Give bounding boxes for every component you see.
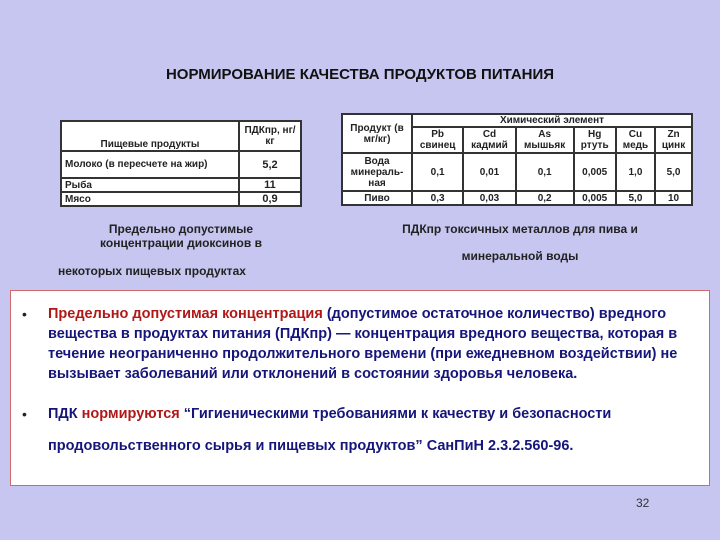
cell-value: 5,0 [616,191,655,205]
cell-value: 0,1 [412,153,463,191]
bullet-regulation [48,404,698,424]
cell-value: 11 [239,178,301,192]
cell-value: 10 [655,191,692,205]
caption-line: концентрации диоксинов в [100,236,262,250]
table-row [61,178,301,192]
bullet-marker: • [22,406,27,422]
cell-value: 0,9 [239,192,301,206]
caption-metals-line: ПДКпр токсичных металлов для пива и [402,222,638,236]
header-element: Pb свинец [412,127,463,153]
slide-title: НОРМИРОВАНИЕ КАЧЕСТВА ПРОДУКТОВ ПИТАНИЯ [165,66,555,83]
table-row [342,153,692,191]
table-row [342,191,692,205]
slide-number: 32 [636,496,650,510]
header-chemical-element: Химический элемент [412,114,692,127]
table-row [61,151,301,178]
dioxin-table [60,120,302,207]
caption-dioxins [60,222,302,250]
caption-line: Предельно допустимые [108,222,254,236]
cell-value: 0,03 [463,191,515,205]
cell-value: 0,01 [463,153,515,191]
cell-value: 1,0 [616,153,655,191]
header-element: Cu медь [616,127,655,153]
regulation-text: ПДК [48,406,82,422]
term-highlight: нормируются [81,406,180,422]
cell-product: Рыба [61,178,239,192]
cell-product: Молоко (в пересчете на жир) [61,151,239,178]
cell-product: Мясо [61,192,239,206]
cell-value: 0,005 [574,153,616,191]
term-highlight: Предельно допустимая концентрация [48,306,323,322]
cell-product: Вода минераль-ная [342,153,412,191]
definition-text: (допустимое остаточное количество) вредного вещества в продуктах питания (ПДКпр) — концентрация вредного вещества, которая в течение неограниченно продолжительного времени (при ежедневном воздействии) не вызывает заболеваний или отклонений в состоянии здоровья человека. [48,306,678,382]
cell-value: 0,3 [412,191,463,205]
table-row [61,192,301,206]
regulation-text: “Гигиеническими требованиями к качеству и безопасности [179,406,612,422]
metals-table [341,113,693,206]
regulation-line: продовольственного сырья и пищевых продуктов” СанПиН 2.3.2.560-96. [48,438,574,454]
header-element: Hg ртуть [574,127,616,153]
caption-metals-line: минеральной воды [461,249,579,263]
cell-value: 0,1 [516,153,574,191]
cell-value: 0,005 [574,191,616,205]
header-element: Zn цинк [655,127,692,153]
cell-value: 5,2 [239,151,301,178]
cell-product: Пиво [342,191,412,205]
bullet-definition [48,304,698,384]
header-product: Продукт (в мг/кг) [342,114,412,153]
cell-value: 5,0 [655,153,692,191]
header-product: Пищевые продукты [61,121,239,151]
cell-value: 0,2 [516,191,574,205]
caption-line: некоторых пищевых продуктах [58,264,246,278]
header-element: As мышьяк [516,127,574,153]
header-pdk: ПДКпр, нг/кг [239,121,301,151]
bullet-marker: • [22,306,27,322]
header-element: Cd кадмий [463,127,515,153]
